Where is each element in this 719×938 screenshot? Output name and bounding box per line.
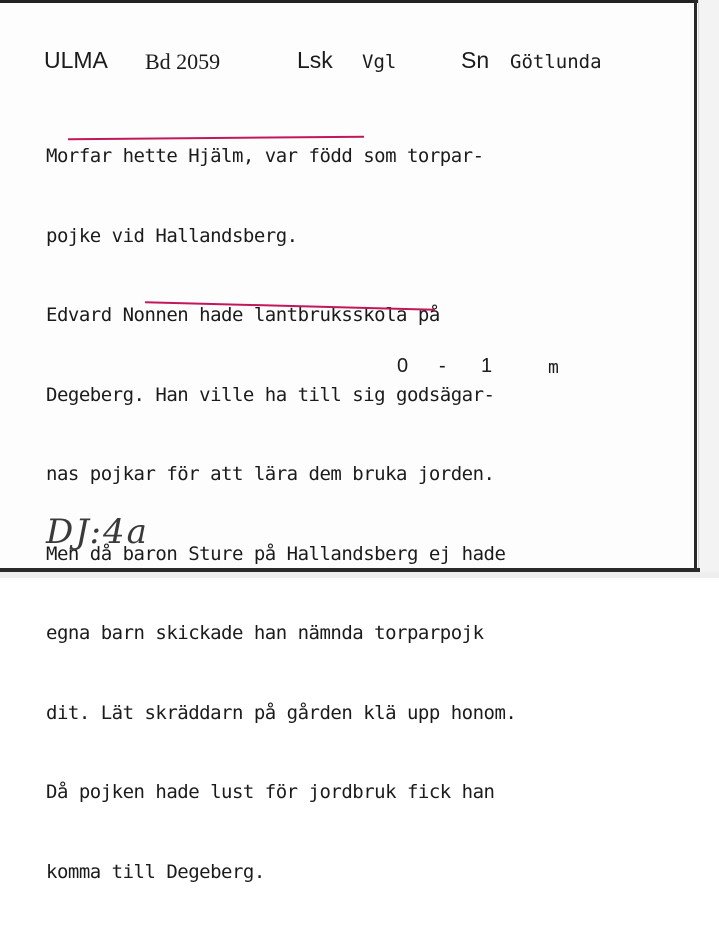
province-label: Lsk [297, 47, 333, 73]
record-number: Bd 2059 [145, 49, 221, 74]
text-line: komma till Degeberg. [46, 860, 265, 883]
text-line: Edvard Nonnen hade lantbruksskola på [46, 304, 440, 326]
measure-dash: - [439, 355, 446, 377]
card-right-edge [694, 0, 697, 578]
card-right-margin [698, 0, 719, 578]
text-line: egna barn skickade han nämnda torparpojk [46, 622, 484, 644]
archive-label: ULMA [44, 47, 108, 73]
measure-unit: m [548, 357, 559, 378]
measurement-range [397, 355, 577, 383]
parish-value: Götlunda [510, 51, 602, 73]
measure-to: 1 [481, 355, 493, 377]
text-line: nas pojkar för att lära dem bruka jorden. [46, 463, 495, 485]
text-line: Degeberg. Han ville ha till sig godsägar- [46, 383, 495, 406]
province-value: Vgl [362, 51, 397, 73]
text-line: dit. Lät skräddarn på gården klä upp honom. [46, 701, 517, 724]
card-top-edge [0, 0, 719, 3]
text-line: Men då baron Sture på Hallandsberg ej hade [46, 542, 506, 565]
text-line: Då pojken hade lust för jordbruk fick han [46, 781, 495, 803]
measure-from: 0 [397, 355, 409, 377]
text-line: Morfar hette Hjälm, var född som torpar- [46, 145, 484, 167]
handwritten-code: DJ:4a [46, 512, 149, 552]
card-header [0, 47, 700, 77]
parish-label: Sn [461, 47, 490, 73]
text-line: pojke vid Hallandsberg. [46, 224, 298, 247]
